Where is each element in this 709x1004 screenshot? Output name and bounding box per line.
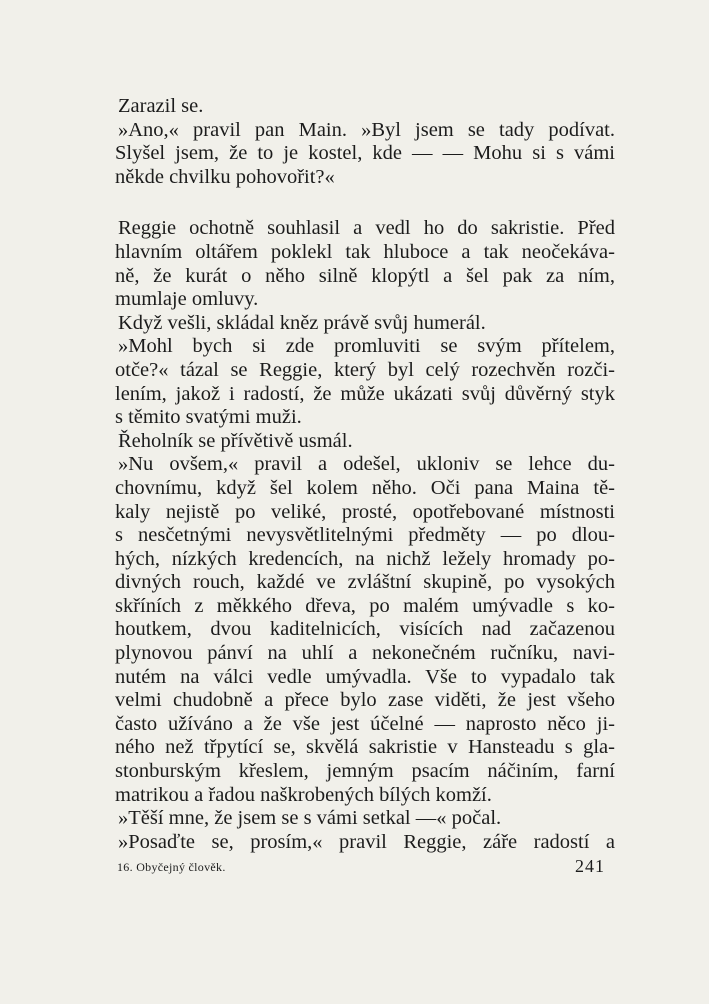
text-line: stonburským křeslem, jemným psacím náčiním, farní: [115, 760, 615, 783]
text-line: matrikou a řadou naškrobených bílých komží.: [115, 783, 492, 806]
text-line: nutém na válci vedle umývadla. Vše to vypadalo tak: [115, 665, 615, 688]
signature-mark: 16. Obyčejný člověk.: [117, 860, 226, 874]
text-line: Řeholník se přívětivě usmál.: [118, 429, 353, 452]
text-line: kaly nejistě po veliké, prosté, opotřebované místnosti: [115, 500, 615, 523]
text-line: houtkem, dvou kaditelnicích, visících nad začazenou: [115, 618, 615, 641]
text-line: plynovou pánví na uhlí a nekonečném ručníku, navi-: [115, 642, 615, 665]
text-line: otče?« tázal se Reggie, který byl celý rozechvěn rozči-: [115, 358, 615, 381]
text-line: »Nu ovšem,« pravil a odešel, ukloniv se lehce du-: [118, 453, 615, 476]
page-number: 241: [575, 856, 605, 876]
text-line: Když vešli, skládal kněz právě svůj humerál.: [118, 311, 486, 334]
text-line: někde chvilku pohovořit?«: [115, 165, 335, 188]
text-line: »Mohl bych si zde promluviti se svým přítelem,: [118, 335, 615, 358]
text-line: ného než třpytící se, skvělá sakristie v Hansteadu s gla-: [115, 736, 615, 759]
text-line: ně, že kurát o něho silně klopýtl a šel pak za ním,: [115, 264, 615, 287]
text-line: často užíváno a že vše jest účelné — naprosto něco ji-: [115, 712, 615, 735]
text-line: Zarazil se.: [118, 95, 204, 117]
text-line: chovnímu, když šel kolem něho. Oči pana Maina tě-: [115, 476, 615, 499]
text-line: skříních z měkkého dřeva, po malém umývadle s ko-: [115, 594, 615, 617]
text-line: divných rouch, každé ve zvláštní skupině, po vysokých: [115, 571, 615, 594]
text-line: »Těší mne, že jsem se s vámi setkal —« počal.: [118, 807, 502, 830]
text-line: »Posaďte se, prosím,« pravil Reggie, záře radostí a: [118, 830, 615, 853]
text-line: »Ano,« pravil pan Main. »Byl jsem se tady podívat.: [118, 118, 615, 141]
body-text: [115, 95, 615, 854]
text-line: lením, jakož i radostí, že může ukázati svůj důvěrný styk: [115, 382, 615, 405]
text-line: velmi chudobně a přece bylo zase viděti, že jest všeho: [115, 689, 615, 712]
text-line: mumlaje omluvy.: [115, 288, 259, 311]
text-line: hých, nízkých kredencích, na nichž ležely hromady po-: [115, 547, 615, 570]
text-line: Slyšel jsem, že to je kostel, kde — — Mohu si s vámi: [115, 142, 615, 165]
text-line: hlavním oltářem poklekl tak hluboce a tak neočekáva-: [115, 240, 615, 263]
text-line: s nesčetnými nevysvětlitelnými předměty — po dlou-: [115, 524, 615, 547]
text-line: s těmito svatými muži.: [115, 406, 302, 429]
text-line: Reggie ochotně souhlasil a vedl ho do sakristie. Před: [118, 217, 615, 240]
paragraph-gap: [115, 189, 615, 217]
